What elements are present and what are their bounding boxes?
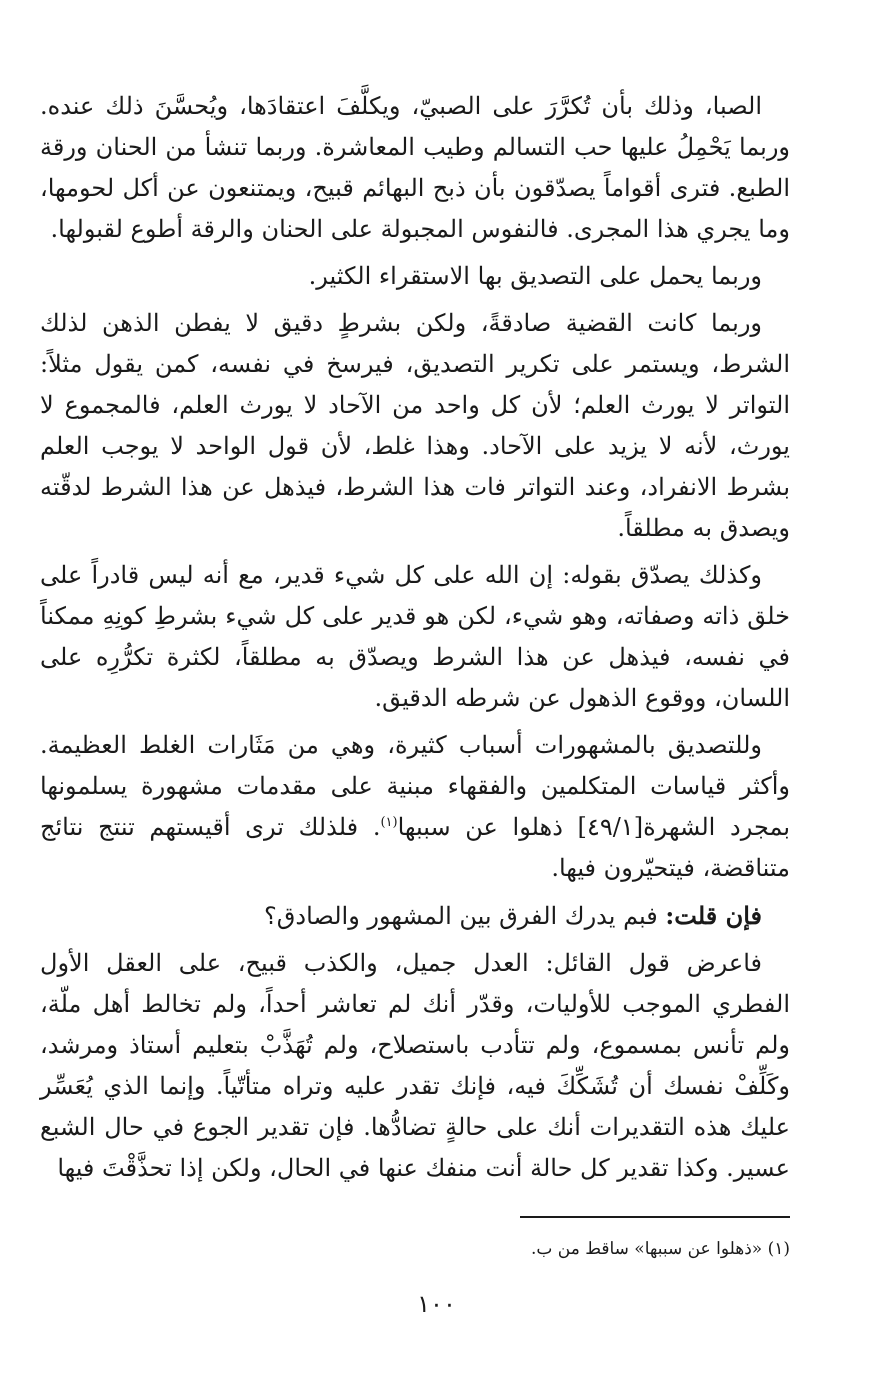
paragraph-2: وربما يحمل على التصديق بها الاستقراء الكثير. (308, 262, 762, 290)
page-number: ١٠٠ (417, 1290, 456, 1318)
page-body (40, 86, 790, 1189)
question-label: فإن قلت: (665, 901, 762, 930)
question-text: فبم يدرك الفرق بين المشهور والصادق؟ (264, 902, 666, 930)
paragraph-6: فاعرض قول القائل: العدل جميل، والكذب قبيح، على العقل الأول الفطري الموجب للأوليات، وقدّر أنك لم تعاشر أحداً، ولم تخالط أهل ملّة، ولم تأنس بمسموع، ولم تتأدب باستصلاح، ولم تُهَذَّبْ بتعليم أستاذ ومرشد، وكَلِّفْ نفسك أن تُشَكِّكَ فيه، فإنك تقدر عليه وتراه متأتّياً. وإنما الذي يُعَسِّر عليك هذه التقديرات أنك على حالةٍ تضادُّها. فإن تقدير الجوع في حال الشبع عسير. وكذا تقدير كل حالة أنت منفك عنها في الحال، ولكن إذا تحذَّقْتَ فيها (40, 949, 790, 1182)
footnote: (١) «ذهلوا عن سببها» ساقط من ب. (530, 1239, 790, 1259)
paragraph-3: وربما كانت القضية صادقةً، ولكن بشرطٍ دقيق لا يفطن الذهن لذلك الشرط، ويستمر على تكرير التصديق، فيرسخ في نفسه، كمن يقول مثلاً: التواتر لا يورث العلم؛ لأن كل واحد من الآحاد لا يورث العلم، فالمجموع لا يورث، لأنه لا يزيد على الآحاد. وهذا غلط، لأن قول الواحد لا يوجب العلم بشرط الانفراد، وعند التواتر فات هذا الشرط، فيذهل عن هذا الشرط لدقّته ويصدق به مطلقاً. (40, 309, 790, 542)
paragraph-5-continuation: . فلذلك ترى أقيستهم تنتج نتائج متناقضة، فيتحيّرون فيها. (40, 813, 790, 882)
paragraph-5-text: وللتصديق بالمشهورات أسباب كثيرة، وهي من مَثَارات الغلط العظيمة. وأكثر قياسات المتكلمين والفقهاء مبنية على مقدمات مشهورة يسلمونها بمجرد الشهرة[٤٩/١] ذهلوا عن سببها (40, 731, 790, 841)
footnote-reference: (١) (380, 815, 398, 830)
paragraph-4: وكذلك يصدّق بقوله: إن الله على كل شيء قدير، مع أنه ليس قادراً على خلق ذاته وصفاته، وهو شيء، لكن هو قدير على كل شيء بشرطِ كونِهِ ممكناً في نفسه، فيذهل عن هذا الشرط ويصدّق به مطلقاً، لكثرة تكرُّرِه على اللسان، ووقوع الذهول عن شرطه الدقيق. (40, 561, 790, 712)
question-paragraph (40, 895, 790, 937)
paragraph-1: الصبا، وذلك بأن تُكرَّرَ على الصبيّ، ويكلَّفَ اعتقادَها، ويُحسَّنَ ذلك عنده. وربما يَحْمِلُ عليها حب التسالم وطيب المعاشرة. وربما تنشأ من الحنان ورقة الطبع. فترى أقواماً يصدّقون بأن ذبح البهائم قبيح، ويمتنعون عن أكل لحومها، وما يجري هذا المجرى. فالنفوس المجبولة على الحنان والرقة أطوع لقبولها. (40, 92, 790, 243)
paragraph-5 (40, 725, 790, 889)
footnote-divider (520, 1216, 790, 1218)
